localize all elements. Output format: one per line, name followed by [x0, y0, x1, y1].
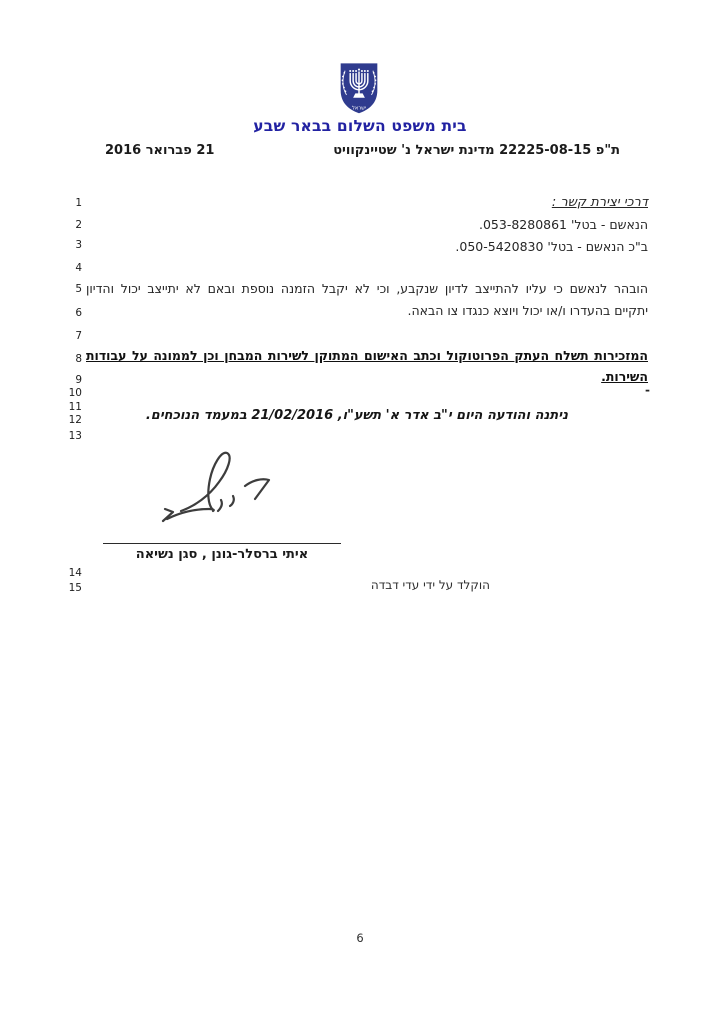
order-line: השירות. — [601, 369, 648, 384]
contact-heading: דרכי יצירת קשר : — [551, 195, 648, 210]
order-line: המזכירות תשלח העתק הפרוטוקול וכתב האישום המתוקן לשירות המבחן וכן לממונה על עבודות — [86, 348, 648, 363]
judge-name: איתי ברסלר-גונן , סגן נשיאה — [135, 547, 309, 562]
paragraph-line: הובהר לנאשם כי עליו להתייצב לדיון שנקבע, וכי לא יקבל הזמנה נוספת ובאם לא יתייצב יכול והדיון — [86, 281, 648, 296]
line-number: 11 — [68, 401, 82, 413]
hearing-date: 21 פברואר 2016 — [105, 143, 215, 158]
case-header-row — [105, 143, 620, 158]
line-number: 8 — [75, 353, 82, 365]
line-number: 5 — [75, 283, 82, 295]
court-name: בית משפט השלום בבאר שבע — [253, 117, 467, 135]
signature-line — [103, 543, 341, 544]
judge-signature-icon — [155, 449, 275, 529]
line-number: 1 — [75, 197, 82, 209]
line-number: 10 — [68, 387, 82, 399]
case-title: ת"פ 22225-08-15 מדינת ישראל נ' שטיינקוויט — [333, 143, 620, 158]
contact-line: ב"כ הנאשם - בטל' 050-5420830. — [455, 239, 648, 254]
israel-state-emblem-icon — [337, 61, 381, 117]
contact-line: הנאשם - בטל' 053-8280861. — [478, 217, 648, 232]
emblem-caption: ישראל — [351, 105, 367, 112]
line-number: 14 — [68, 567, 82, 579]
line-number: 3 — [75, 239, 82, 251]
line-number: 7 — [75, 330, 82, 342]
typed-by-line: הוקלד על ידי עדי דבדה — [370, 578, 490, 592]
separator-dash: - — [645, 383, 650, 397]
paragraph-line: יתקיים בהעדרו ו/או יכול ויוצא כנגדו צו הבאה. — [407, 303, 648, 318]
line-number: 15 — [68, 582, 82, 594]
line-number: 6 — [75, 307, 82, 319]
line-number: 2 — [75, 219, 82, 231]
line-number: 9 — [75, 374, 82, 386]
page-number: 6 — [356, 931, 364, 945]
decision-line: ניתנה והודעה היום י"ב אדר א' תשע"ו, 21/02/2016 במעמד הנוכחים. — [145, 408, 568, 423]
line-number: 13 — [68, 430, 82, 442]
line-number: 12 — [68, 414, 82, 426]
line-number: 4 — [75, 262, 82, 274]
